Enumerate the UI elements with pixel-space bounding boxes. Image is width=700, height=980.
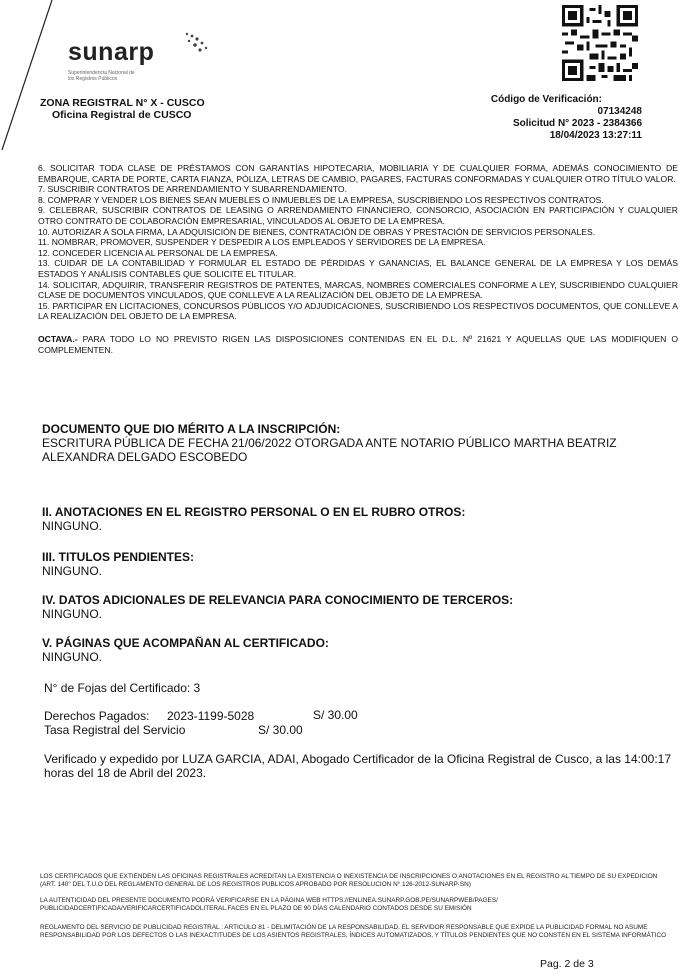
clause: 6. SOLICITAR TODA CLASE DE PRÉSTAMOS CON GARANTÍAS HIPOTECARIA, MOBILIARIA Y DE CUALQUIER FORMA, ADEMÁS CONOCIMIENTO DE EMBARQUE, CARTA DE PORTE, CARTA FIANZA, PÓLIZA, LETRAS DE CAMBIO, PAGARES, FACTURAS CONFORMADAS Y CUALQUIER OTRO TÍTULO VALOR. bbox=[38, 163, 678, 184]
sunarp-logo bbox=[68, 38, 154, 82]
documento-section bbox=[42, 422, 678, 464]
octava-clause bbox=[38, 334, 678, 355]
datos-section bbox=[42, 593, 678, 621]
zona-title: ZONA REGISTRAL N° X - CUSCO bbox=[40, 97, 205, 109]
zona-registral-block bbox=[40, 97, 205, 121]
section-heading: II. ANOTACIONES EN EL REGISTRO PERSONAL O EN EL RUBRO OTROS: bbox=[42, 505, 466, 519]
tasa-label: Tasa Registral del Servicio bbox=[44, 723, 186, 737]
fojas-line: N° de Fojas del Certificado: 3 bbox=[44, 681, 201, 695]
section-text: NINGUNO. bbox=[42, 519, 102, 533]
verificado-statement: Verificado y expedido por LUZA GARCIA, ADAI, Abogado Certificador de la Oficina Registral de Cusco, a las 14:00:17 horas del 18 de Abril del 2023. bbox=[44, 752, 672, 780]
section-heading: V. PÁGINAS QUE ACOMPAÑAN AL CERTIFICADO: bbox=[42, 636, 329, 650]
derechos-amount: S/ 30.00 bbox=[313, 708, 358, 722]
page-number: Pag. 2 de 3 bbox=[540, 958, 594, 970]
qr-code-icon bbox=[562, 5, 638, 81]
clause: 11. NOMBRAR, PROMOVER, SUSPENDER Y DESPEDIR A LOS EMPLEADOS Y SERVIDORES DE LA EMPRESA. bbox=[38, 237, 486, 248]
codigo-label: Código de Verificación: bbox=[490, 94, 602, 105]
section-text: NINGUNO. bbox=[42, 564, 102, 578]
section-heading: III. TITULOS PENDIENTES: bbox=[42, 550, 195, 564]
anotaciones-section bbox=[42, 505, 678, 533]
verification-block bbox=[491, 94, 642, 142]
clause: 13. CUIDAR DE LA CONTABILIDAD Y FORMULAR EL ESTADO DE PÉRDIDAS Y GANANCIAS, EL BALANCE GENERAL DE LA EMPRESA Y LOS DEMÁS ESTADOS Y ANÁLISIS CONTABLES QUE SOLICITE EL TITULAR. bbox=[38, 258, 678, 279]
clause: 10. AUTORIZAR A SOLA FIRMA, LA ADQUISICIÓN DE BIENES, CONTRATACIÓN DE OBRAS Y PRESTACIÓN DE SERVICIOS PERSONALES. bbox=[38, 226, 596, 237]
octava-label: OCTAVA.- bbox=[38, 333, 78, 344]
titulos-section bbox=[42, 550, 678, 578]
clause: 14. SOLICITAR, ADQUIRIR, TRANSFERIR REGISTROS DE PATENTES, MARCAS, NOMBRES COMERCIALES CONFORME A LEY, SUSCRIBIENDO CUALQUIER CLASE DE DOCUMENTOS VINCULADOS, QUE CONLLEVE A LA REALIZACIÓN DEL OBJETO DE LA EMPRESA. bbox=[38, 279, 678, 301]
section-text: ESCRITURA PÚBLICA DE FECHA 21/06/2022 OTORGADA ANTE NOTARIO PÚBLICO MARTHA BEATRIZ ALEXANDRA DELGADO ESCOBEDO bbox=[42, 436, 617, 464]
derechos-label: Derechos Pagados: bbox=[44, 709, 150, 723]
codigo-value: 07134248 bbox=[597, 106, 642, 117]
clauses-block bbox=[38, 163, 678, 355]
clause: 9. CELEBRAR, SUSCRIBIR CONTRATOS DE LEASING O ARRENDAMIENTO FINANCIERO, CONSORCIO, ASOCIACIÓN EN PARTICIPACIÓN Y CUALQUIER OTRO CONTRATO DE COLABORACIÓN EMPRESARIAL, VINCULADOS AL OBJETO DE LA EMPRESA. bbox=[38, 205, 678, 226]
section-text: NINGUNO. bbox=[42, 607, 102, 621]
footer-note: LOS CERTIFICADOS QUE EXTIENDEN LAS OFICINAS REGISTRALES ACREDITAN LA EXISTENCIA O INEXISTENCIA DE INSCRIPCIONES O ANOTACIONES EN EL REGISTRO AL TIEMPO DE SU EXPEDICION (ART. 140° DEL T.U.O DEL REGLAMENTO GENERAL DE LOS REGISTROS PUBLICOS APROBADO POR RESOLUCION N° 126-2012-SUNARP-SN) bbox=[40, 873, 658, 888]
solicitud-number: Solicitud N° 2023 - 2384366 bbox=[512, 118, 642, 129]
tasa-amount: S/ 30.00 bbox=[258, 723, 303, 737]
paginas-section bbox=[42, 636, 678, 664]
oficina-title: Oficina Registral de CUSCO bbox=[52, 109, 192, 121]
clause: 7. SUSCRIBIR CONTRATOS DE ARRENDAMIENTO Y SUBARRENDAMIENTO. bbox=[38, 184, 347, 195]
logo-subtitle: Superintendencia Nacional de los Registros Públicos bbox=[68, 70, 135, 82]
clause: 8. COMPRAR Y VENDER LOS BIENES SEAN MUEBLES O INMUEBLES DE LA EMPRESA, SUSCRIBIENDO LOS RESPECTIVOS CONTRATOS. bbox=[38, 194, 604, 205]
footer-note: LA AUTENTICIDAD DEL PRESENTE DOCUMENTO PODRÁ VERIFICARSE EN LA PÁGINA WEB HTTPS://ENLINEA.SUNARP.GOB.PE/SUNARPWEB/PAGES/ PUBLICIDADCERTIFICADA/VERIFICARCERTIFICADOLITERAL.FACES EN EL PLAZO DE 90 DÍAS CALENDARIO CONTADOS DESDE SU EMISIÓN bbox=[40, 897, 498, 912]
clause: 15. PARTICIPAR EN LICITACIONES, CONCURSOS PÚBLICOS Y/O ADJUDICACIONES, SUSCRIBIENDO LOS RESPECTIVOS DOCUMENTOS, QUE CONLLEVE A LA REALIZACIÓN DEL OBJETO DE LA EMPRESA. bbox=[38, 300, 678, 322]
section-heading: DOCUMENTO QUE DIO MÉRITO A LA INSCRIPCIÓN: bbox=[42, 422, 341, 436]
footer-note: REGLAMENTO DEL SERVICIO DE PUBLICIDAD REGISTRAL : ARTICULO 81 - DELIMITACIÓN DE LA RESPONSABILIDAD. EL SERVIDOR RESPONSABLE QUE EXPIDE LA PUBLICIDAD FORMAL NO ASUME RESPONSABILIDAD POR LOS DEFECTOS O LAS INEXACTITUDES DE LOS ASIENTOS REGISTRALES, ÍNDICES AUTOMATIZADOS, Y TÍTULOS PENDIENTES QUE NO CONSTEN EN EL SISTEMA INFORMÁTICO bbox=[40, 924, 667, 939]
margin-diagonal-line bbox=[0, 0, 60, 160]
logo-dots-icon bbox=[183, 30, 213, 60]
clause: 12. CONCEDER LICENCIA AL PERSONAL DE LA EMPRESA. bbox=[38, 247, 278, 258]
logo-wordmark: sunarp bbox=[68, 38, 155, 66]
section-text: NINGUNO. bbox=[42, 650, 102, 664]
octava-text: PARA TODO LO NO PREVISTO RIGEN LAS DISPOSICIONES CONTENIDAS EN EL D.L. Nº 21621 Y AQUELLAS QUE LAS MODIFIQUEN O COMPLEMENTEN. bbox=[38, 333, 678, 355]
section-heading: IV. DATOS ADICIONALES DE RELEVANCIA PARA CONOCIMIENTO DE TERCEROS: bbox=[42, 593, 514, 607]
derechos-code: 2023-1199-5028 bbox=[167, 709, 255, 723]
solicitud-date: 18/04/2023 13:27:11 bbox=[549, 130, 642, 141]
